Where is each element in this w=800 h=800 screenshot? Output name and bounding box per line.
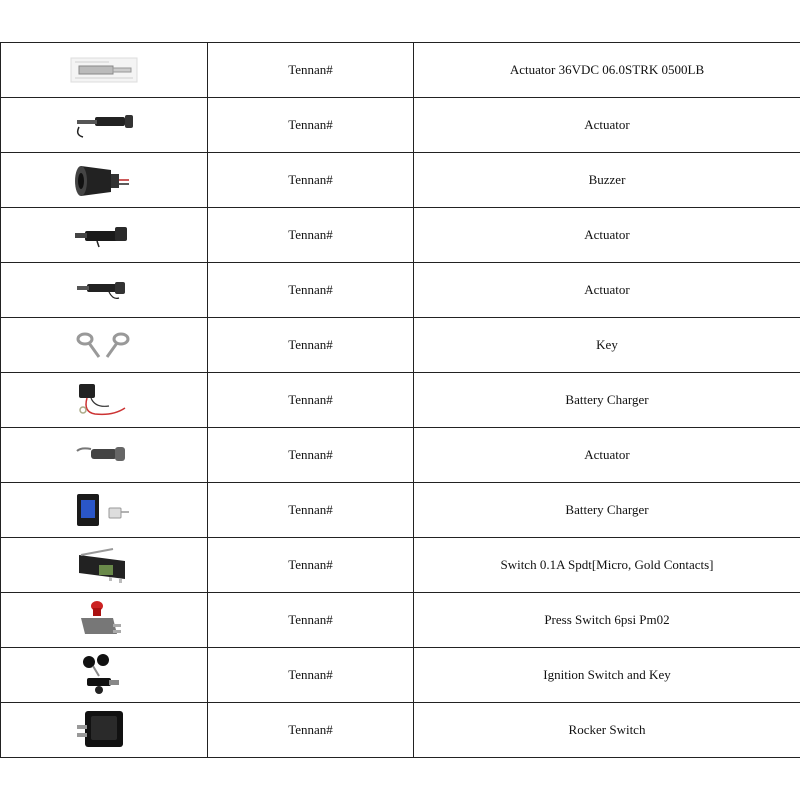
brand-cell: Tennan# — [208, 208, 414, 263]
brand-cell: Tennan# — [208, 648, 414, 703]
buzzer-icon — [69, 160, 139, 200]
product-image-cell — [1, 703, 208, 758]
actuator-icon — [69, 109, 139, 141]
description-cell: Actuator — [414, 263, 800, 318]
product-image-cell — [1, 648, 208, 703]
table-row — [1, 43, 800, 98]
brand-cell: Tennan# — [208, 263, 414, 318]
key-icon — [69, 327, 139, 363]
description-cell: Battery Charger — [414, 373, 800, 428]
description-cell: Ignition Switch and Key — [414, 648, 800, 703]
parts-table — [0, 42, 800, 758]
description-cell: Buzzer — [414, 153, 800, 208]
table-row — [1, 703, 800, 758]
brand-cell: Tennan# — [208, 483, 414, 538]
ignition-switch-icon — [69, 652, 139, 698]
brand-cell: Tennan# — [208, 43, 414, 98]
product-image-cell — [1, 98, 208, 153]
linear-actuator-drawing-icon — [69, 54, 139, 86]
table-row — [1, 153, 800, 208]
description-cell: Key — [414, 318, 800, 373]
product-image-cell — [1, 538, 208, 593]
description-cell: Actuator — [414, 98, 800, 153]
table-row — [1, 208, 800, 263]
brand-cell: Tennan# — [208, 153, 414, 208]
product-image-cell — [1, 318, 208, 373]
brand-cell: Tennan# — [208, 703, 414, 758]
product-image-cell — [1, 428, 208, 483]
battery-charger-icon — [69, 490, 139, 530]
product-image-cell — [1, 43, 208, 98]
description-cell: Rocker Switch — [414, 703, 800, 758]
brand-cell: Tennan# — [208, 593, 414, 648]
table-row — [1, 483, 800, 538]
product-image-cell — [1, 208, 208, 263]
product-image-cell — [1, 153, 208, 208]
table-row — [1, 318, 800, 373]
brand-cell: Tennan# — [208, 318, 414, 373]
battery-charger-icon — [69, 380, 139, 420]
actuator-icon — [69, 439, 139, 471]
brand-cell: Tennan# — [208, 428, 414, 483]
table-row — [1, 648, 800, 703]
rocker-switch-icon — [69, 707, 139, 753]
actuator-icon — [69, 219, 139, 251]
brand-cell: Tennan# — [208, 373, 414, 428]
description-cell: Actuator — [414, 428, 800, 483]
product-image-cell — [1, 263, 208, 318]
brand-cell: Tennan# — [208, 98, 414, 153]
description-cell: Press Switch 6psi Pm02 — [414, 593, 800, 648]
table-row — [1, 373, 800, 428]
description-cell: Switch 0.1A Spdt[Micro, Gold Contacts] — [414, 538, 800, 593]
table-row — [1, 538, 800, 593]
product-image-cell — [1, 483, 208, 538]
description-cell: Actuator — [414, 208, 800, 263]
product-image-cell — [1, 593, 208, 648]
actuator-icon — [69, 274, 139, 306]
pressure-switch-icon — [69, 598, 139, 642]
micro-switch-icon — [69, 545, 139, 585]
table-row — [1, 263, 800, 318]
description-cell: Actuator 36VDC 06.0STRK 0500LB — [414, 43, 800, 98]
description-cell: Battery Charger — [414, 483, 800, 538]
brand-cell: Tennan# — [208, 538, 414, 593]
table-row — [1, 428, 800, 483]
table-row — [1, 593, 800, 648]
product-image-cell — [1, 373, 208, 428]
table-row — [1, 98, 800, 153]
